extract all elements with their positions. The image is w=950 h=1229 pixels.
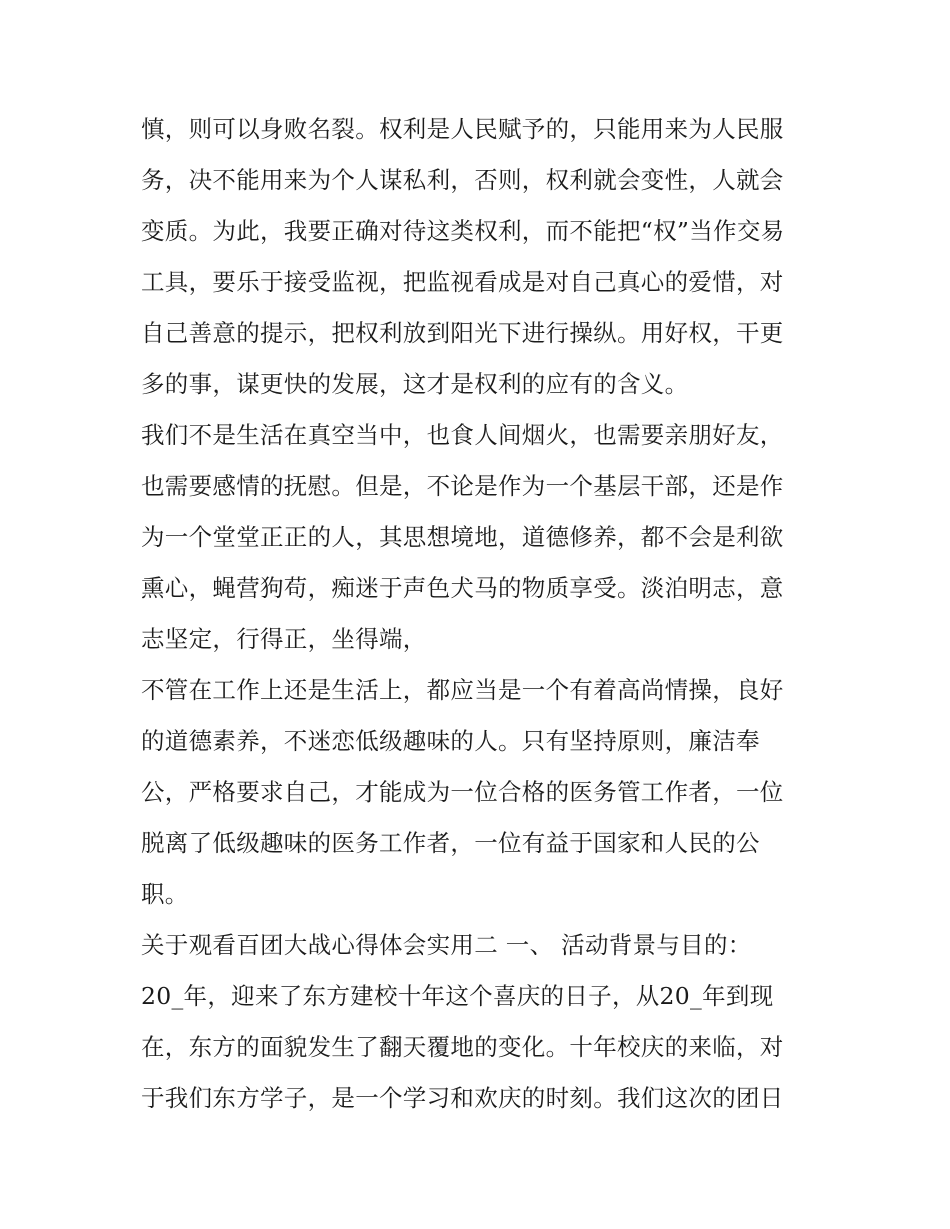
text-line: 为一个堂堂正正的人，其思想境地，道德修养，都不会是利欲: [141, 523, 784, 551]
text-line: 20_年，迎来了东方建校十年这个喜庆的日子，从20_年到现: [141, 982, 774, 1010]
text-line: 熏心，蝇营狗苟，痴迷于声色犬马的物质享受。淡泊明志，意: [141, 574, 784, 602]
text-line: 多的事，谋更快的发展，这才是权利的应有的含义。: [141, 370, 689, 398]
text-line: 也需要感情的抚慰。但是，不论是作为一个基层干部，还是作: [141, 472, 784, 500]
body-text: [141, 104, 813, 1124]
text-line: 工具，要乐于接受监视，把监视看成是对自己真心的爱惜，对: [141, 268, 784, 296]
text-line: 志坚定，行得正，坐得端，: [141, 625, 427, 653]
text-line: 公，严格要求自己，才能成为一位合格的医务管工作者，一位: [141, 778, 784, 806]
text-line: 脱离了低级趣味的医务工作者，一位有益于国家和人民的公: [141, 829, 760, 857]
text-line: 不管在工作上还是生活上，都应当是一个有着高尚情操，良好: [141, 676, 784, 704]
text-line: 自己善意的提示，把权利放到阳光下进行操纵。用好权，干更: [141, 319, 784, 347]
text-line: 的道德素养，不迷恋低级趣味的人。只有坚持原则，廉洁奉: [141, 727, 760, 755]
text-line: 我们不是生活在真空当中，也食人间烟火，也需要亲朋好友，: [141, 421, 784, 449]
text-line: 慎，则可以身败名裂。权利是人民赋予的，只能用来为人民服: [141, 115, 784, 143]
text-line: 于我们东方学子，是一个学习和欢庆的时刻。我们这次的团日: [141, 1084, 784, 1112]
text-line: 务，决不能用来为个人谋私利，否则，权利就会变性，人就会: [141, 166, 784, 194]
text-line: 在，东方的面貌发生了翻天覆地的变化。十年校庆的来临，对: [141, 1033, 784, 1061]
section-heading: 关于观看百团大战心得体会实用二 一、 活动背景与目的：: [141, 931, 752, 959]
text-line: 变质。为此，我要正确对待这类权利，而不能把“权”当作交易: [141, 217, 785, 245]
text-line: 职。: [141, 880, 189, 908]
